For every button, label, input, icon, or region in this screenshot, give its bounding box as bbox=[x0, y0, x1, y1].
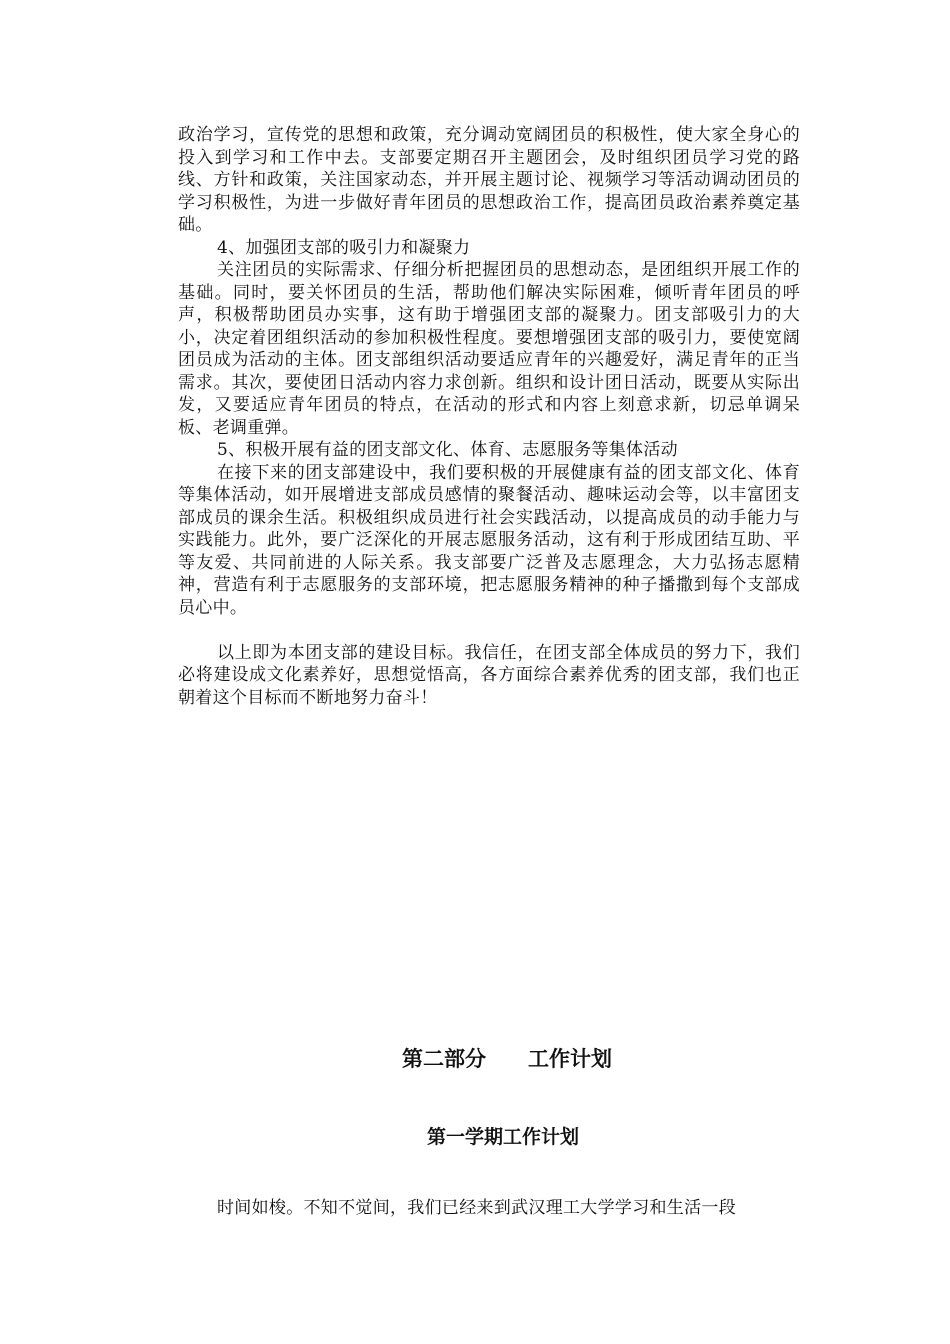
paragraph-time-flies: 时间如梭。不知不觉间，我们已经来到武汉理工大学学习和生活一段 bbox=[217, 1198, 736, 1218]
section-heading: 第一学期工作计划 bbox=[427, 1126, 580, 1148]
body-text-block bbox=[178, 124, 800, 709]
paragraph-collective-activities: 在接下来的团支部建设中，我们要积极的开展健康有益的团支部文化、体育等集体活动，如开展增进支部成员感情的聚餐活动、趣味运动会等，以丰富团支部成员的课余生活。积极组织成员进行社会实践活动，以提高成员的动手能力与实践能力。此外，要广泛深化的开展志愿服务活动，这有利于形成团结互助、平等友爱、共同前进的人际关系。我支部要广泛普及志愿理念，大力弘扬志愿精神，营造有利于志愿服务的支部环境，把志愿服务精神的种子播撒到每个支部成员心中。 bbox=[178, 462, 800, 618]
paragraph-conclusion: 以上即为本团支部的建设目标。我信任，在团支部全体成员的努力下，我们必将建设成文化素养好，思想觉悟高，各方面综合素养优秀的团支部，我们也正朝着这个目标而不断地努力奋斗！ bbox=[178, 642, 800, 708]
paragraph-political-study: 政治学习，宣传党的思想和政策，充分调动宽阔团员的积极性，使大家全身心的投入到学习和工作中去。支部要定期召开主题团会，及时组织团员学习党的路线、方针和政策，关注国家动态，并开展主题讨论、视频学习等活动调动团员的学习积极性，为进一步做好青年团员的思想政治工作，提高团员政治素养奠定基础。 bbox=[178, 125, 800, 235]
paragraph-attraction: 关注团员的实际需求、仔细分析把握团员的思想动态，是团组织开展工作的基础。同时，要关怀团员的生活，帮助他们解决实际困难，倾听青年团员的呼声，积极帮助团员办实事，这有助于增强团支部的凝聚力。团支部吸引力的大小，决定着团组织活动的参加积极性程度。要想增强团支部的吸引力，要使宽阔团员成为活动的主体。团支部组织活动要适应青年的兴趣爱好，满足青年的正当需求。其次，要使团日活动内容力求创新。组织和设计团日活动，既要从实际出发，又要适应青年团员的特点，在活动的形式和内容上刻意求新，切忌单调呆板、老调重弹。 bbox=[178, 260, 800, 438]
part-heading: 第二部分 工作计划 bbox=[402, 1047, 612, 1071]
subheading-item-5: 5、积极开展有益的团支部文化、体育、志愿服务等集体活动 bbox=[217, 440, 678, 460]
blank-line bbox=[178, 619, 800, 642]
subheading-item-4: 4、加强团支部的吸引力和凝聚力 bbox=[217, 237, 471, 258]
